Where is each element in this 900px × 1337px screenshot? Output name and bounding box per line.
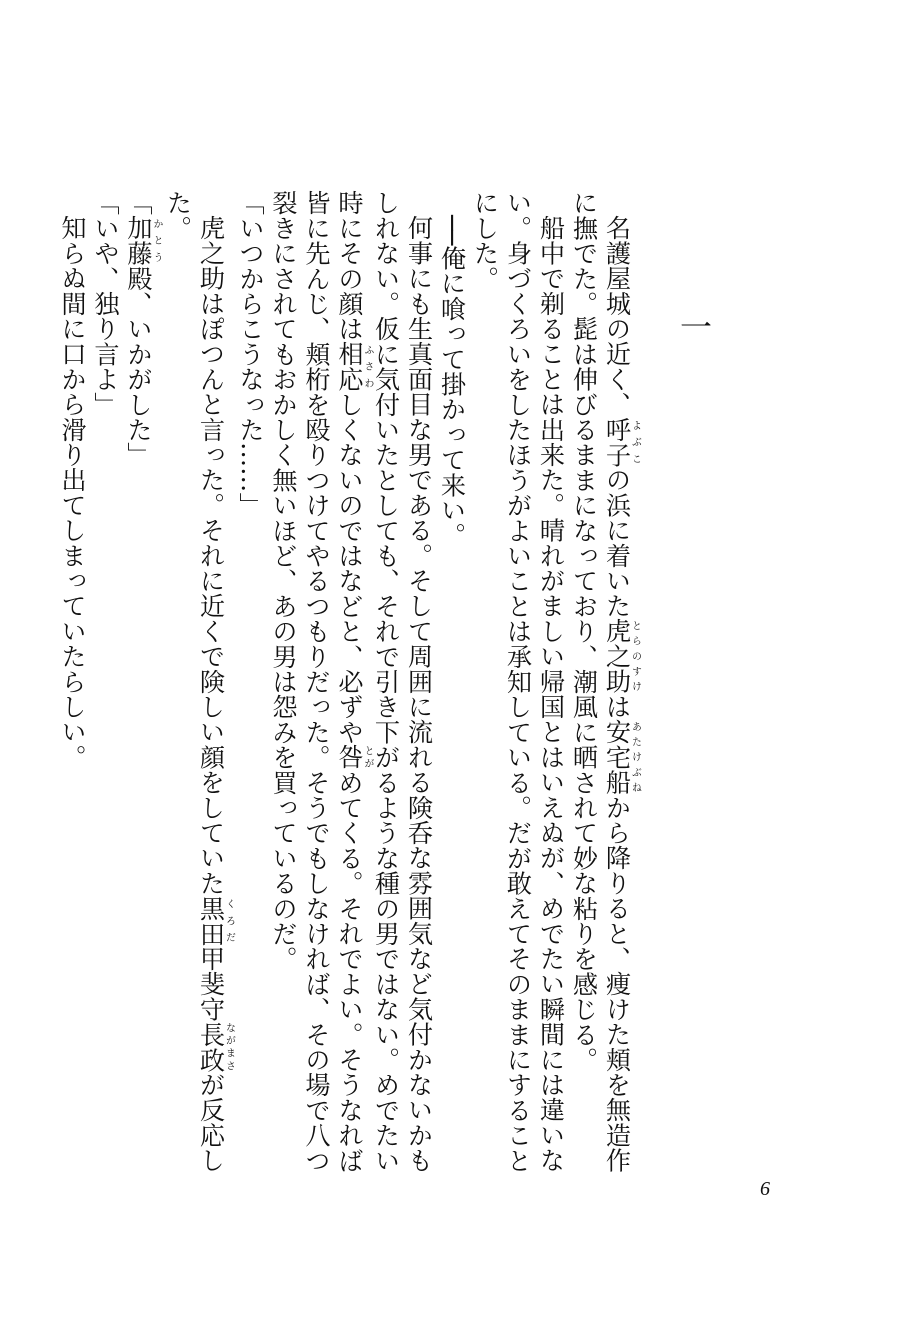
text-run: が反応した。 (163, 190, 226, 1173)
text-run: から降りると、痩けた頬を無造作に撫でた。髭は伸びるままになっており、潮風に晒されて妙な粘りを感じる。 (569, 190, 632, 1173)
ruby-word (335, 341, 373, 392)
body-text (56, 190, 640, 1190)
ruby-word (124, 215, 162, 266)
text-run: めてくる。それでよい。そうなれば皆に先んじ、頬桁を殴りつけてやるつもりだった。そうでもしなければ、その場で八つ裂きにされてもおかしく無いほど、あの男は怨みを買っているのだ。 (269, 190, 364, 1173)
text-run: 虎之助はぽつんと言った。それに近くで険しい顔をしていた (196, 215, 226, 896)
text-run: 「いや、独り言よ」 (91, 190, 120, 417)
text-run: 船中で剃ることは出来た。晴れがましい帰国とはいえぬが、めでたい瞬間には違いない。身づくろいをしたほうがよいことは承知している。だが敢えてそのままにすることにした。 (470, 190, 566, 1173)
ruby-reading: ふさわ (362, 341, 373, 392)
paragraph (234, 190, 267, 1190)
ruby-reading: ながまさ (223, 1021, 235, 1073)
text-run: 甲斐守 (196, 946, 226, 1022)
paragraph (568, 190, 641, 1190)
ruby-word (602, 416, 641, 468)
chapter-title: 一 (675, 310, 713, 342)
text-run: 殿、いかがした」 (124, 265, 153, 468)
ruby-reading: かとう (151, 215, 162, 266)
paragraph (162, 190, 235, 1190)
text-run: ──俺に喰って掛かって来い。 (437, 215, 467, 548)
ruby-reading: とらのすけ (629, 618, 641, 694)
ruby-base: 呼子 (602, 416, 632, 468)
ruby-base: 咎 (335, 744, 364, 770)
page-number: 6 (760, 1178, 770, 1200)
text-run: 名護屋城の近く、 (602, 215, 632, 417)
ruby-reading: くろだ (223, 895, 235, 946)
ruby-base: 長政 (196, 1021, 226, 1073)
ruby-reading: あたけぶね (629, 719, 641, 795)
text-run: しくないのではなどと、必ずや (335, 391, 364, 745)
paragraph (56, 190, 89, 1190)
text-run: 「 (124, 190, 153, 216)
text-run: は (602, 694, 632, 720)
ruby-base: 安宅船 (602, 719, 632, 795)
ruby-base: 黒田 (196, 895, 226, 946)
paragraph (89, 190, 122, 1190)
ruby-word (602, 719, 641, 795)
ruby-reading: よぶこ (629, 416, 641, 468)
text-run: 何事にも生真面目な男である。そして周囲に流れる険呑な雰囲気など気付かないかもしれない。仮に気付いたとしても、それで引き下がるような種の男ではない。めでたい時にその顔は (335, 190, 434, 1173)
text-run: 「いつからこうなった……」 (236, 190, 265, 518)
ruby-reading: とが (362, 744, 373, 770)
paragraph (436, 190, 469, 1190)
ruby-word (335, 744, 373, 770)
ruby-base: 相応 (335, 341, 364, 392)
ruby-base: 加藤 (124, 215, 153, 266)
paragraph (122, 190, 162, 1190)
ruby-base: 虎之助 (602, 618, 632, 695)
text-run: 知らぬ間に口から滑り出てしまっていたらしい。 (58, 215, 87, 770)
paragraph (267, 190, 436, 1190)
ruby-word (602, 618, 641, 695)
paragraph (469, 190, 568, 1190)
ruby-word (196, 895, 235, 946)
ruby-word (196, 1021, 235, 1073)
text-run: の浜に着いた (602, 467, 632, 619)
